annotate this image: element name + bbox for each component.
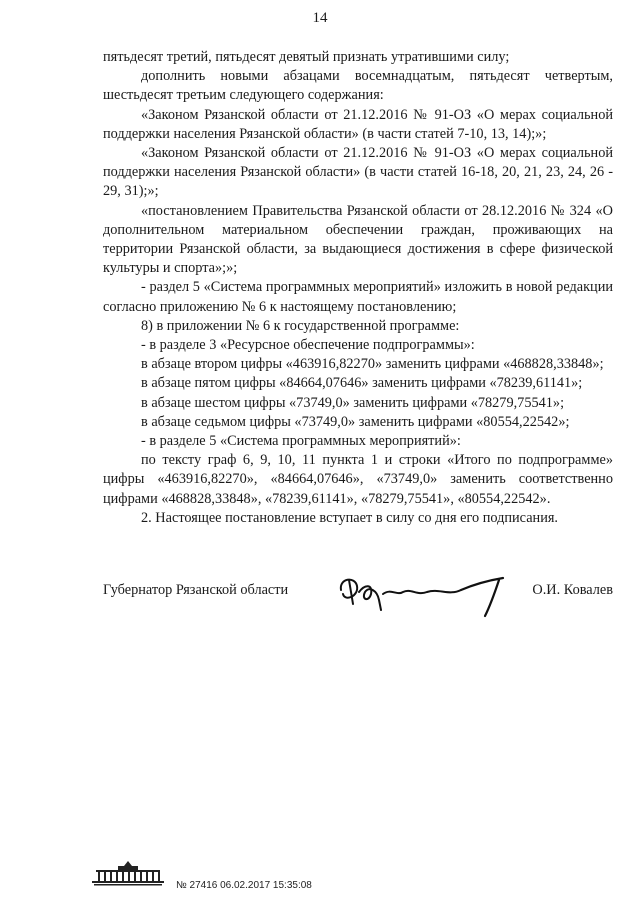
- signatory-title: Губернатор Рязанской области: [103, 582, 289, 598]
- paragraph-11: в абзаце шестом цифры «73749,0» заменить цифрами «78279,75541»;: [141, 394, 565, 411]
- paragraph-12: в абзаце седьмом цифры «73749,0» заменить цифрами «80554,22542»;: [141, 413, 570, 430]
- signature-block: [103, 570, 613, 630]
- page-number: 14: [312, 10, 328, 26]
- paragraph-1: пятьдесят третий, пятьдесят девятый признать утратившими силу;: [103, 49, 510, 65]
- paragraph-8: - в разделе 3 «Ресурсное обеспечение подпрограммы»:: [141, 337, 475, 354]
- registration-stamp: № 27416 06.02.2017 15:35:08: [176, 880, 312, 891]
- paragraph-14: по тексту граф 6, 9, 10, 11 пункта 1 и строки «Итого по подпрограмме» цифры «463916,82270», «84664,07646», «73749,0» заменить соответственно цифрами «468828,33848», «78239,61141», «78279,75541», «80554,22542».: [103, 452, 613, 507]
- paragraph-2: дополнить новыми абзацами восемнадцатым, пятьдесят четвертым, шестьдесят третьим следующего содержания:: [103, 68, 613, 104]
- body-text: [103, 48, 613, 528]
- paragraph-5: «постановлением Правительства Рязанской области от 28.12.2016 № 324 «О дополнительном материальном обеспечении граждан, проживающих на территории Рязанской области, за выдающиеся достижения в сфере физической культуры и спорта»;»;: [103, 202, 613, 277]
- paragraph-15: 2. Настоящее постановление вступает в силу со дня его подписания.: [141, 509, 558, 526]
- paragraph-9: в абзаце втором цифры «463916,82270» заменить цифрами «468828,33848»;: [141, 356, 604, 373]
- paragraph-10: в абзаце пятом цифры «84664,07646» заменить цифрами «78239,61141»;: [141, 375, 583, 392]
- paragraph-13: - в разделе 5 «Система программных мероприятий»:: [141, 433, 461, 450]
- footer: [88, 860, 388, 900]
- signatory-name: О.И. Ковалев: [532, 582, 613, 598]
- paragraph-7: 8) в приложении № 6 к государственной программе:: [141, 317, 460, 334]
- paragraph-4: «Законом Рязанской области от 21.12.2016 № 91-ОЗ «О мерах социальной поддержки населения Рязанской области» (в части статей 16-18, 20, 21, 23, 24, 26 - 29, 31);»;: [103, 145, 613, 200]
- paragraph-6: - раздел 5 «Система программных мероприятий» изложить в новой редакции согласно приложению № 6 к настоящему постановлению;: [103, 279, 613, 315]
- handwritten-signature: [335, 570, 515, 620]
- building-emblem-icon: [88, 860, 168, 886]
- paragraph-3: «Законом Рязанской области от 21.12.2016 № 91-ОЗ «О мерах социальной поддержки населения Рязанской области» (в части статей 7-10, 13, 14);»;: [103, 106, 613, 142]
